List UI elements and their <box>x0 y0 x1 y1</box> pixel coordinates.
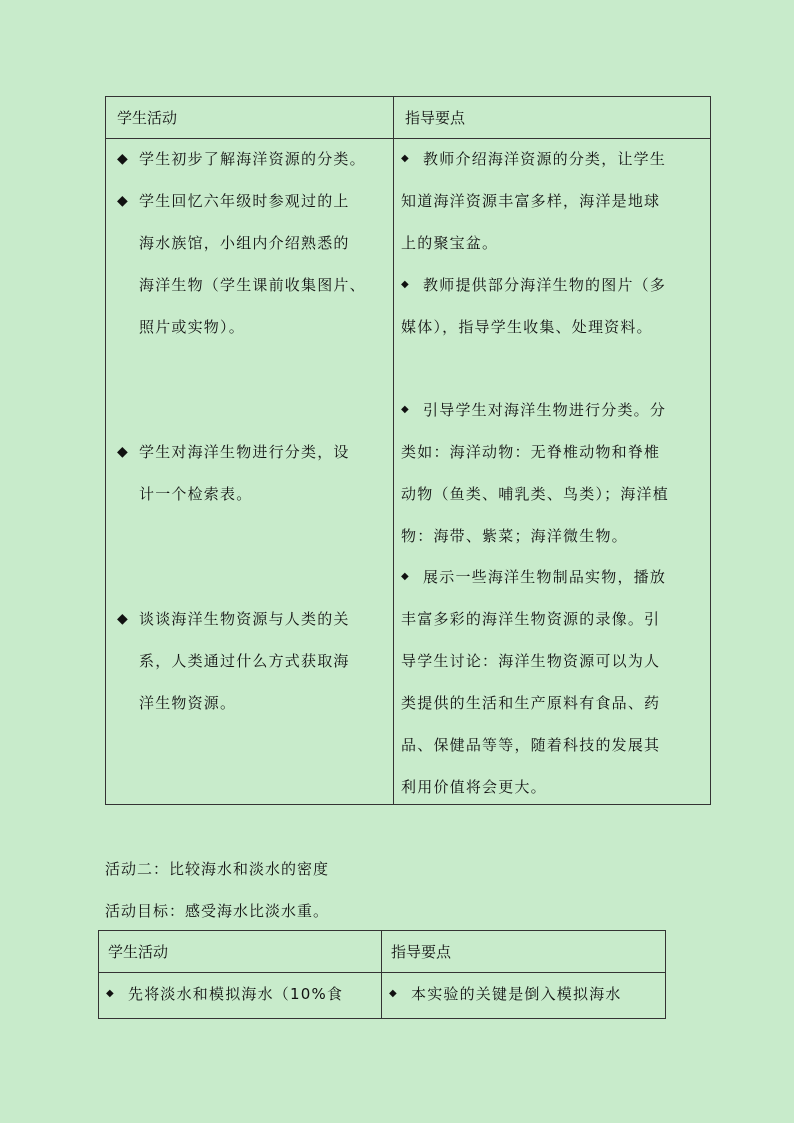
student-line: 洋生物资源。 <box>139 694 237 712</box>
student-line: 海水族馆，小组内介绍熟悉的 <box>139 234 350 252</box>
diamond-bullet-icon: ◆ <box>117 193 128 209</box>
student-line: 系，人类通过什么方式获取海 <box>139 652 350 670</box>
activity-table-1 <box>105 96 711 805</box>
student-line: 照片或实物）。 <box>139 318 245 336</box>
small-diamond-bullet-icon: ◆ <box>401 404 409 415</box>
guide-line: 类如：海洋动物：无脊椎动物和脊椎 <box>401 443 661 461</box>
activity-table-2 <box>98 930 666 1019</box>
guide-line: 上的聚宝盆。 <box>401 234 499 252</box>
small-diamond-bullet-icon: ◆ <box>401 153 409 164</box>
activity-title: 活动二：比较海水和淡水的密度 <box>105 860 330 878</box>
guide-line: 教师提供部分海洋生物的图片（多 <box>423 276 667 294</box>
guide-line: 导学生讨论：海洋生物资源可以为人 <box>401 652 661 670</box>
guide-line: 丰富多彩的海洋生物资源的录像。引 <box>401 610 661 628</box>
student-line: 计一个检索表。 <box>139 485 253 503</box>
guide-line: 利用价值将会更大。 <box>401 778 547 796</box>
student-activity-cell <box>106 139 394 805</box>
guidance-points-cell <box>394 139 711 805</box>
header-guidance-points: 指导要点 <box>394 97 711 139</box>
small-diamond-bullet-icon: ◆ <box>389 988 397 999</box>
header-student-activity: 学生活动 <box>106 97 394 139</box>
guide-line: 引导学生对海洋生物进行分类。分 <box>423 401 667 419</box>
header-guidance-points: 指导要点 <box>382 931 666 973</box>
diamond-bullet-icon: ◆ <box>117 611 128 627</box>
small-diamond-bullet-icon: ◆ <box>401 571 409 582</box>
guide-line: 物：海带、紫菜；海洋微生物。 <box>401 527 628 545</box>
header-student-activity: 学生活动 <box>99 931 382 973</box>
student-line: 先将淡水和模拟海水（10%食 <box>128 985 344 1003</box>
student-line: 谈谈海洋生物资源与人类的关 <box>139 610 350 628</box>
guide-line: 展示一些海洋生物制品实物，播放 <box>423 568 667 586</box>
guide-line: 动物（鱼类、哺乳类、鸟类）；海洋植 <box>401 485 669 503</box>
student-line: 海洋生物（学生课前收集图片、 <box>139 276 366 294</box>
guide-line: 知道海洋资源丰富多样，海洋是地球 <box>401 192 661 210</box>
diamond-bullet-icon: ◆ <box>117 444 128 460</box>
student-activity-cell <box>99 973 382 1019</box>
guide-line: 本实验的关键是倒入模拟海水 <box>411 985 622 1003</box>
student-line: 学生初步了解海洋资源的分类。 <box>139 150 366 168</box>
guide-line: 媒体），指导学生收集、处理资料。 <box>401 318 653 336</box>
guide-line: 教师介绍海洋资源的分类，让学生 <box>423 150 667 168</box>
diamond-bullet-icon: ◆ <box>117 151 128 167</box>
small-diamond-bullet-icon: ◆ <box>401 279 409 290</box>
student-line: 学生对海洋生物进行分类，设 <box>139 443 350 461</box>
guide-line: 类提供的生活和生产原料有食品、药 <box>401 694 661 712</box>
small-diamond-bullet-icon: ◆ <box>106 988 114 999</box>
activity-goal: 活动目标：感受海水比淡水重。 <box>105 902 330 920</box>
student-line: 学生回忆六年级时参观过的上 <box>139 192 350 210</box>
guidance-points-cell <box>382 973 666 1019</box>
guide-line: 品、保健品等等，随着科技的发展其 <box>401 736 661 754</box>
